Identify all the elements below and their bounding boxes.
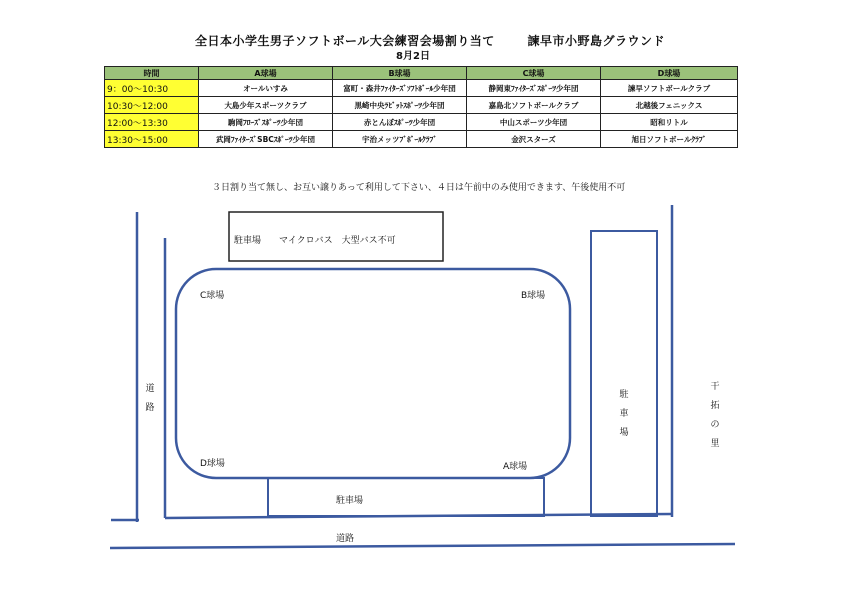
team-cell: 黒崎中央ﾗﾋﾞｯﾄｽﾎﾟｰﾂ少年団 (333, 97, 467, 114)
column-header: 時間 (105, 67, 199, 80)
parking-bottom-label: 駐車場 (336, 496, 364, 506)
team-cell: 赤とんぼｽﾎﾟｰﾂ少年団 (333, 114, 467, 131)
column-header: C球場 (467, 67, 601, 80)
time-cell: 9：00～10:30 (105, 80, 199, 97)
parking-right-label: 駐車場 (619, 390, 629, 438)
team-cell: 宇治メッツﾌﾞﾎﾞｰﾙｸﾗﾌﾞ (333, 131, 467, 148)
venue-name: 諫早市小野島グラウンド (527, 34, 665, 48)
team-cell: 旭日ソフトボールｸﾗﾌﾞ (601, 131, 738, 148)
road-bottom-line (110, 544, 735, 548)
team-cell: 富町・森井ﾌｧｲﾀｰｽﾞｿﾌﾄﾎﾞｰﾙ少年団 (333, 80, 467, 97)
time-cell: 13:30～15:00 (105, 131, 199, 148)
team-cell: 昭和リトル (601, 114, 738, 131)
team-cell: 中山スポーツ少年団 (467, 114, 601, 131)
road-bottom-label: 道路 (336, 534, 355, 544)
team-cell: 駒岡ﾌﾛｰｽﾞｽﾎﾟｰﾂ少年団 (199, 114, 333, 131)
parking-right-box (591, 231, 657, 516)
column-header: A球場 (199, 67, 333, 80)
title-text: 全日本小学生男子ソフトボール大会練習会場割り当て (195, 34, 495, 48)
team-cell: オールいすみ (199, 80, 333, 97)
team-cell: 武岡ﾌｧｲﾀｰｽﾞSBCｽﾎﾟｰﾂ少年団 (199, 131, 333, 148)
usage-note: ３日割り当て無し、お互い譲りあって利用して下さい、４日は午前中のみ使用できます、午後使用不可 (212, 183, 626, 193)
column-header: B球場 (333, 67, 467, 80)
time-cell: 12:00～13:30 (105, 114, 199, 131)
field-c-label: C球場 (200, 291, 225, 301)
field-d-label: D球場 (200, 459, 225, 469)
field-b-label: B球場 (521, 291, 546, 301)
field-a-label: A球場 (503, 462, 528, 472)
date-label: 8月2日 (396, 51, 430, 62)
time-cell: 10:30～12:00 (105, 97, 199, 114)
team-cell: 嘉島北ソフトボールクラブ (467, 97, 601, 114)
team-cell: 大島少年スポーツクラブ (199, 97, 333, 114)
team-cell: 静岡東ﾌｧｲﾀｰｽﾞｽﾎﾟｰﾂ少年団 (467, 80, 601, 97)
team-cell: 諫早ソフトボールクラブ (601, 80, 738, 97)
kantaku-label: 干拓の里 (710, 382, 720, 449)
road-left-label: 道路 (145, 384, 155, 413)
field-outline (176, 269, 570, 478)
column-header: D球場 (601, 67, 738, 80)
parking-top-label: 駐車場 マイクロバス 大型バス不可 (234, 236, 396, 246)
team-cell: 金沢スターズ (467, 131, 601, 148)
team-cell: 北越後フェニックス (601, 97, 738, 114)
parking-bottom-box (268, 478, 544, 516)
